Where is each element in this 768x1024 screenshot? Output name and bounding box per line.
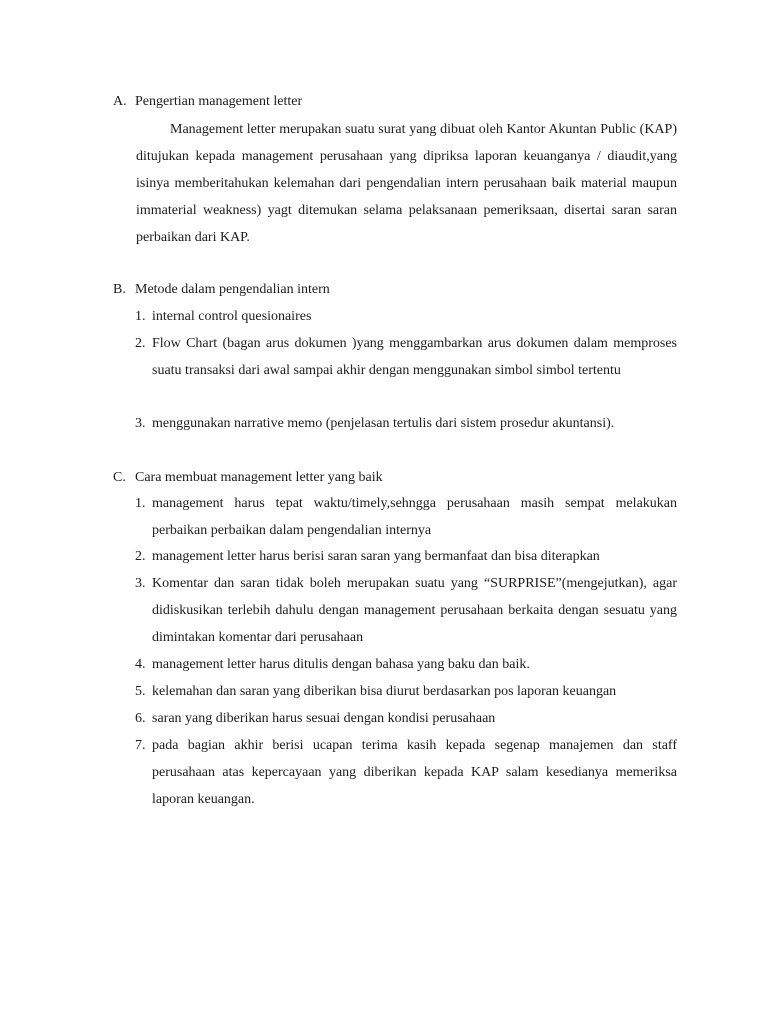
list-number: 3. <box>135 416 146 431</box>
list-item <box>135 570 677 651</box>
section-c-letter: C. <box>113 470 126 485</box>
list-item <box>135 651 677 678</box>
list-item <box>135 732 677 813</box>
section-c-heading <box>113 468 383 488</box>
section-a-paragraph <box>136 116 677 251</box>
list-number: 1. <box>135 309 146 324</box>
list-item <box>135 330 677 384</box>
list-text: internal control quesionaires <box>152 309 312 324</box>
list-text: management letter harus berisi saran saran yang bermanfaat dan bisa diterapkan <box>152 549 600 564</box>
list-item <box>135 303 677 330</box>
list-number: 1. <box>135 496 146 511</box>
section-b-heading <box>113 280 330 300</box>
section-a-heading <box>113 92 302 112</box>
section-a-letter: A. <box>113 94 127 109</box>
list-item <box>135 705 677 732</box>
list-item <box>135 678 677 705</box>
list-text: menggunakan narrative memo (penjelasan tertulis dari sistem prosedur akuntansi). <box>152 416 615 431</box>
list-item <box>135 543 677 570</box>
list-text: pada bagian akhir berisi ucapan terima kasih kepada segenap manajemen dan staff perusahaan atas kepercayaan yang diberikan kepada KAP salam kesedianya memeriksa laporan keuangan. <box>152 738 677 807</box>
list-number: 6. <box>135 711 146 726</box>
list-number: 5. <box>135 684 146 699</box>
list-item <box>135 410 677 437</box>
list-text: Komentar dan saran tidak boleh merupakan suatu yang “SURPRISE”(mengejutkan), agar didiskusikan terlebih dahulu dengan management perusahaan berkaita dengan sesuatu yang dimintakan komentar dari perusahaan <box>152 576 677 645</box>
section-a-title: Pengertian management letter <box>135 94 303 109</box>
list-number: 4. <box>135 657 146 672</box>
section-a-paragraph-text: Management letter merupakan suatu surat yang dibuat oleh Kantor Akuntan Public (KAP) ditujukan kepada management perusahaan yang dipriksa laporan keuanganya / diaudit,yang isinya memberitahukan kelemahan dari pengendalian intern perusahaan baik material maupun immaterial weakness) yagt ditemukan selama pelaksanaan pemeriksaan, disertai saran saran perbaikan dari KAP. <box>136 122 677 245</box>
list-number: 7. <box>135 738 146 753</box>
list-number: 2. <box>135 549 146 564</box>
list-item <box>135 490 677 544</box>
list-number: 2. <box>135 336 146 351</box>
list-text: saran yang diberikan harus sesuai dengan kondisi perusahaan <box>152 711 496 726</box>
list-number: 3. <box>135 576 146 591</box>
section-c-title: Cara membuat management letter yang baik <box>135 470 383 485</box>
list-text: management letter harus ditulis dengan bahasa yang baku dan baik. <box>152 657 530 672</box>
section-b-letter: B. <box>113 282 126 297</box>
list-text: management harus tepat waktu/timely,sehngga perusahaan masih sempat melakukan perbaikan perbaikan dalam pengendalian internya <box>152 496 677 538</box>
list-text: kelemahan dan saran yang diberikan bisa diurut berdasarkan pos laporan keuangan <box>152 684 617 699</box>
section-b-title: Metode dalam pengendalian intern <box>135 282 330 297</box>
list-text: Flow Chart (bagan arus dokumen )yang menggambarkan arus dokumen dalam memproses suatu transaksi dari awal sampai akhir dengan menggunakan simbol simbol tertentu <box>152 336 677 378</box>
